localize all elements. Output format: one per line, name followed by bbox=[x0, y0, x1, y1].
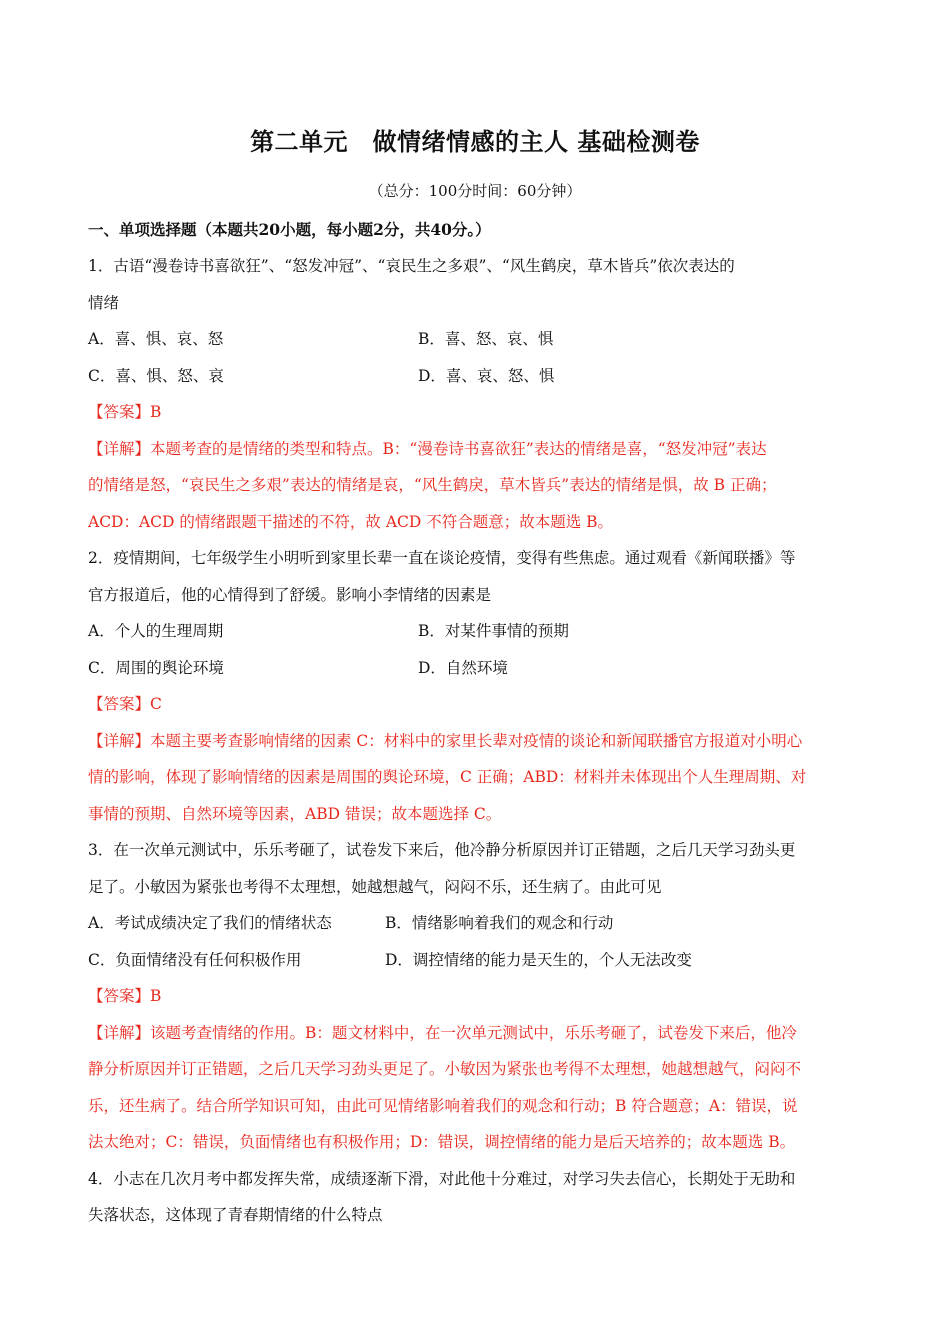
question-3 bbox=[88, 832, 864, 1161]
question-2 bbox=[88, 540, 864, 832]
option-b: B．喜、怒、哀、惧 bbox=[418, 330, 554, 348]
answer-label: 【答案】C bbox=[88, 695, 162, 713]
option-a: A．考试成绩决定了我们的情绪状态 bbox=[88, 914, 332, 932]
option-c: C．喜、惧、怒、哀 bbox=[88, 366, 224, 385]
option-a: A．个人的生理周期 bbox=[88, 622, 224, 640]
options-row bbox=[88, 613, 864, 650]
score-time-info: （总分：100分时间：60分钟） bbox=[368, 182, 582, 200]
explanation-line: 法太绝对；C：错误，负面情绪也有积极作用；D：错误，调控情绪的能力是后天培养的；故本题选 B。 bbox=[88, 1133, 796, 1151]
question-stem-line: 2．疫情期间，七年级学生小明听到家里长辈一直在谈论疫情，变得有些焦虑。通过观看《新闻联播》等 bbox=[88, 549, 796, 567]
options-row bbox=[88, 942, 864, 979]
option-d: D．喜、哀、怒、惧 bbox=[418, 366, 555, 385]
question-stem-line: 3．在一次单元测试中，乐乐考砸了，试卷发下来后，他冷静分析原因并订正错题，之后几天学习劲头更 bbox=[88, 841, 796, 859]
option-a: A．喜、惧、哀、怒 bbox=[88, 330, 224, 348]
question-4 bbox=[88, 1161, 864, 1234]
options-row bbox=[88, 321, 864, 358]
explanation-line: 【详解】本题主要考查影响情绪的因素 C：材料中的家里长辈对疫情的谈论和新闻联播官方报道对小明心 bbox=[88, 731, 803, 750]
question-stem-line: 失落状态，这体现了青春期情绪的什么特点 bbox=[88, 1206, 383, 1224]
explanation-line: 乐，还生病了。结合所学知识可知，由此可见情绪影响着我们的观念和行动；B 符合题意；A：错误，说 bbox=[88, 1096, 798, 1115]
question-stem-line: 情绪 bbox=[88, 293, 120, 312]
explanation-line: 事情的预期、自然环境等因素，ABD 错误；故本题选择 C。 bbox=[88, 804, 502, 823]
option-b: B．情绪影响着我们的观念和行动 bbox=[385, 914, 614, 932]
page-title: 第二单元 做情绪情感的主人 基础检测卷 bbox=[250, 127, 700, 156]
question-1 bbox=[88, 248, 864, 540]
explanation-line: 静分析原因并订正错题，之后几天学习劲头更足了。小敏因为紧张也考得不太理想，她越想越气，闷闷不 bbox=[88, 1060, 802, 1078]
option-d: D．调控情绪的能力是天生的，个人无法改变 bbox=[385, 950, 692, 969]
question-stem-line: 4．小志在几次月考中都发挥失常，成绩逐渐下滑，对此他十分难过，对学习失去信心，长期处于无助和 bbox=[88, 1169, 796, 1188]
option-c: C．负面情绪没有任何积极作用 bbox=[88, 950, 302, 969]
answer-label: 【答案】B bbox=[88, 403, 162, 421]
explanation-line: 的情绪是怒，“哀民生之多艰”表达的情绪是哀，“风生鹤戾，草木皆兵”表达的情绪是惧，故 B 正确； bbox=[88, 476, 777, 494]
explanation-line: 【详解】该题考查情绪的作用。B：题文材料中，在一次单元测试中，乐乐考砸了，试卷发下来后，他冷 bbox=[88, 1023, 797, 1042]
question-stem-line: 官方报道后，他的心情得到了舒缓。影响小李情绪的因素是 bbox=[88, 585, 492, 604]
question-list bbox=[88, 248, 864, 1234]
section-heading: 一、单项选择题（本题共20小题，每小题2分，共40分。） bbox=[88, 220, 491, 239]
option-d: D．自然环境 bbox=[418, 658, 508, 677]
question-stem-line: 1．古语“漫卷诗书喜欲狂”、“怒发冲冠”、“哀民生之多艰”、“风生鹤戾，草木皆兵”依次表达的 bbox=[88, 257, 735, 275]
explanation-line: ACD：ACD 的情绪跟题干描述的不符，故 ACD 不符合题意；故本题选 B。 bbox=[88, 512, 614, 531]
options-row bbox=[88, 650, 864, 687]
answer-label: 【答案】B bbox=[88, 987, 162, 1005]
options-row bbox=[88, 358, 864, 395]
options-row bbox=[88, 905, 864, 942]
question-stem-line: 足了。小敏因为紧张也考得不太理想，她越想越气，闷闷不乐，还生病了。由此可见 bbox=[88, 877, 662, 896]
explanation-line: 【详解】本题考查的是情绪的类型和特点。B：“漫卷诗书喜欲狂”表达的情绪是喜，“怒发冲冠”表达 bbox=[88, 439, 767, 458]
option-b: B．对某件事情的预期 bbox=[418, 622, 569, 640]
explanation-line: 情的影响，体现了影响情绪的因素是周围的舆论环境，C 正确；ABD：材料并未体现出个人生理周期、对 bbox=[88, 768, 807, 786]
option-c: C．周围的舆论环境 bbox=[88, 658, 224, 677]
